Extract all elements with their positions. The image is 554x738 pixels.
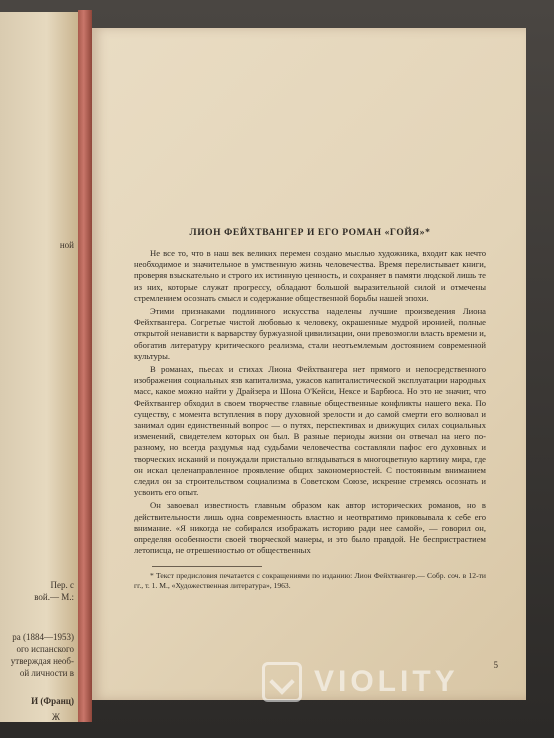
left-page-fragment: ной bbox=[59, 240, 74, 250]
left-page-fragment: ра (1884—1953) bbox=[12, 632, 74, 642]
violity-logo-icon bbox=[262, 662, 302, 702]
left-page-fragment: И (Франц) bbox=[31, 696, 74, 706]
page-content bbox=[134, 228, 486, 591]
left-page-fragment: ого испанского bbox=[16, 644, 74, 654]
footnote-divider bbox=[152, 566, 262, 567]
left-page-fragment: Ж bbox=[51, 712, 60, 722]
paragraph: В романах, пьесах и стихах Лиона Фейхтвангера нет прямого и непосредственного изображения социальных язв капитализма, ужасов капиталистической эксплуатации народных масс, какое можно найти у Драйзера и Шона О'Кейси, Нексе и Барбюса. Но это не значит, что Фейхтвангер обходил в своем творчестве главные общественные конфликты нашего века. По существу, с момента вступления в пору духовной зрелости и до самой смерти его волновал и занимал один единственный вопрос — о путях, перспективах и движущих силах социальных изменений, свидетелем которых он был. В разные периоды жизни он отвечал на него по-разному, но всегда раздумья над судьбами человечества составляли пафос его духовных и творческих исканий и понуждали пристально вглядываться в многоцветную картину мира, где он искал целенаправленное проявление общих закономерностей. С постоянным вниманием следил он за строительством социализма в Советском Союзе, искренне стремясь осознать и усвоить его опыт. bbox=[134, 364, 486, 498]
watermark bbox=[262, 660, 532, 704]
left-page-fragment: вой.— М.: bbox=[34, 592, 74, 602]
page-title: ЛИОН ФЕЙХТВАНГЕР И ЕГО РОМАН «ГОЙЯ»* bbox=[189, 228, 431, 238]
watermark-brand: VIOLITY bbox=[314, 665, 459, 698]
page-number: 5 bbox=[493, 660, 498, 670]
book-spine bbox=[78, 10, 92, 722]
left-page-edge bbox=[0, 12, 78, 722]
footnote: * Текст предисловия печатается с сокращениями по изданию: Лион Фейхтвангер.— Собр. соч. в 12-ти гг., т. 1. М., «Художественная литература», 1963. bbox=[134, 571, 486, 591]
left-page-fragment: утверждая необ- bbox=[10, 656, 74, 666]
paragraph: Этими признаками подлинного искусства наделены лучшие произведения Лиона Фейхтвангера. Согретые чистой любовью к человеку, окрашенные мудрой иронией, полные открытой ненависти к варварству буржуазной цивилизации, они превозмогли власть времени и, обогатив литературу критического реализма, стали неотъемлемым достоянием современной культуры. bbox=[134, 306, 486, 361]
paragraph: Он завоевал известность главным образом как автор исторических романов, но в действительности лишь одна современность властно и неотвратимо приковывала к себе его внимание. «Я никогда не собирался изображать историю ради нее самой», — говорил он, определяя особенности своей творческой манеры, и это было правдой. Не беспристрастием летописца, не отрешенностью от общественных bbox=[134, 500, 486, 556]
right-page bbox=[92, 28, 526, 700]
paragraph: Не все то, что в наш век великих перемен создано мыслью художника, входит как нечто необходимое и значительное в умственную жизнь человечества. Время перелистывает книги, проверяя взыскательно и строго их истинную ценность, и сохраняет в памяти людской лишь те из них, которые служат прогрессу, обладают большой выразительной силой и отмечены стремлением осознать смысл и содержание общественной борьбы нашей эпохи. bbox=[134, 248, 486, 303]
left-page-fragment: Пер. с bbox=[50, 580, 74, 590]
left-page-fragment: ой личности в bbox=[19, 668, 74, 678]
